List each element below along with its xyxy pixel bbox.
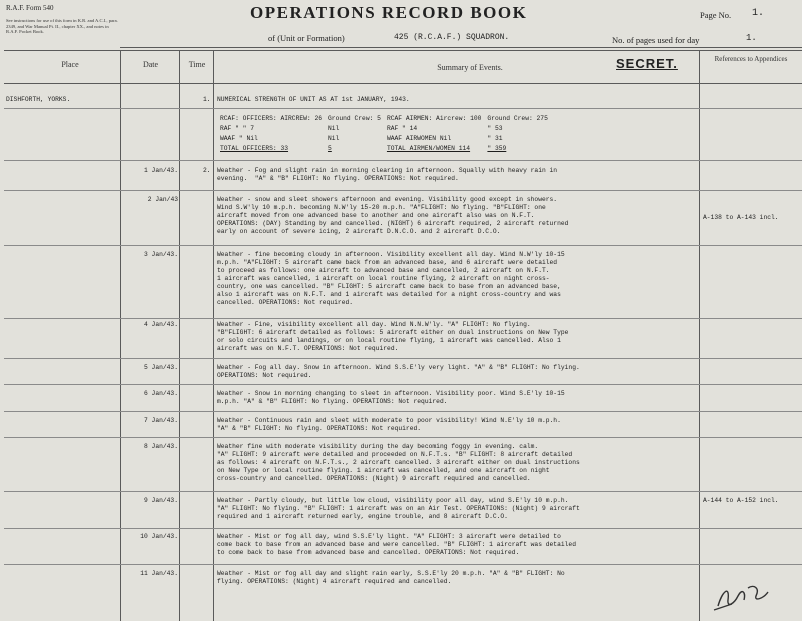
strength-title: NUMERICAL STRENGTH OF UNIT AS AT 1st JANUARY, 1943. xyxy=(217,96,410,103)
entry-date: 5 Jan/43. xyxy=(143,364,178,371)
table-header-rule xyxy=(4,83,802,84)
column-header-date: Date xyxy=(142,60,159,69)
strength-row xyxy=(217,123,551,133)
entry-text: Weather - Snow in morning changing to sleet in afternoon. Visibility poor. Wind S.E'ly 10-15 m.p.h. "A" & "B" FLIGHT: No flying. OPERATIONS: Not required. xyxy=(217,390,565,405)
entry-text: Weather - Fog all day. Snow in afternoon. Wind S.S.E'ly very light. "A" & "B" FLIGHT: No flying. OPERATIONS: Not required. xyxy=(217,364,580,379)
row-rule xyxy=(4,358,802,359)
row-rule xyxy=(4,411,802,412)
pages-used-value: 1. xyxy=(746,33,757,43)
page-no-label: Page No. xyxy=(700,10,732,20)
strength-cell: TOTAL AIRMEN/WOMEN 114 xyxy=(386,144,471,152)
entry-date: 11 Jan/43. xyxy=(140,570,178,577)
unit-value: 425 (R.C.A.F.) SQUADRON. xyxy=(394,33,510,42)
strength-cell: RCAF: OFFICERS: AIRCREW: 26 xyxy=(220,114,323,122)
column-header-references: References to Appendices xyxy=(714,55,788,63)
page-no-value: 1. xyxy=(752,8,765,19)
row-rule xyxy=(4,564,802,565)
entry-date: 9 Jan/43. xyxy=(143,497,178,504)
row-rule xyxy=(4,190,802,191)
entry-date: 6 Jan/43. xyxy=(143,390,178,397)
entry-date: 3 Jan/43. xyxy=(143,251,178,258)
strength-row xyxy=(217,133,551,143)
column-divider xyxy=(213,50,214,621)
form-instructions: See instructions for use of this form in K.R. and A.C.I., para. 2349, and War Manual Pt. II., chapter XX., and notes in R.A.F. Pocket Book. xyxy=(6,18,118,35)
row-rule xyxy=(4,245,802,246)
header-rule xyxy=(120,47,802,48)
row-rule xyxy=(4,318,802,319)
strength-cell: TOTAL OFFICERS: 33 xyxy=(220,144,289,152)
entry-time: 2. xyxy=(203,167,211,174)
entry-reference: A-144 to A-152 incl. xyxy=(703,497,779,504)
signature-mark xyxy=(708,574,778,614)
entry-date: 8 Jan/43. xyxy=(143,443,178,450)
entry-text: Weather - Mist or fog all day, wind S.S.E'ly light. "A" FLIGHT: 3 aircraft were detailed to come back to base from an advanced base and were cancelled. "B" FLIGHT: 1 aircraft was detailed to come back to base from advanced base and cancelled. OPERATIONS: Not required. xyxy=(217,533,576,556)
pages-used-label: No. of pages used for day xyxy=(612,35,700,45)
row-rule xyxy=(4,528,802,529)
strength-cell: Nil xyxy=(328,124,340,132)
page-title: OPERATIONS RECORD BOOK xyxy=(250,3,528,22)
table-top-rule xyxy=(4,50,802,51)
entry-text: Weather fine with moderate visibility during the day becoming foggy in evening. calm. "A" FLIGHT: 9 aircraft were detailed and proceeded on N.F.T.s. "B" FLIGHT: 8 aircraft detailed as follows: 4 aircraft on N.F.T.s., 2 aircraft cancelled. 3 aircraft either on dual instructions on New Type or local routine flying. 1 aircraft was cancelled, and one aircraft on night cross-country and cancelled. OPERATIONS: (Night) 9 aircraft required and cancelled. xyxy=(217,443,580,482)
strength-cell: RAF " " 7 xyxy=(220,124,255,132)
strength-time: 1. xyxy=(203,96,211,103)
strength-cell: " 359 xyxy=(487,144,507,152)
entry-text: Weather - snow and sleet showers afternoon and evening. Visibility good except in showers. Wind S.W'ly 10 m.p.h. becoming N.W'ly 15-20 m.p.h. "A"FLIGHT: No flying. "B"FLIGHT: one aircraft moved from one advanced base to another and one aircraft also was on N.F.T. OPERATIONS: (DAY) Standing by and cancelled. (NIGHT) 6 aircraft required, 2 aircraft returned early on account of severe icing, 2 aircraft D.N.C.O. and 2 aircraft D.C.O. xyxy=(217,196,569,235)
unit-label: of (Unit or Formation) xyxy=(268,33,345,43)
entry-date: 10 Jan/43. xyxy=(140,533,178,540)
strength-cell: RAF " 14 xyxy=(386,124,418,132)
entry-date: 4 Jan/43. xyxy=(143,321,178,328)
strength-row xyxy=(217,143,551,153)
strength-cell: Ground Crew: 5 xyxy=(328,114,381,122)
entry-text: Weather - fine becoming cloudy in afternoon. Visibility excellent all day. Wind N.W'ly 10-15 m.p.h. "A"FLIGHT: 5 aircraft came back from an advanced base, and 6 aircraft were detailed to proceed as follows: one aircraft to advanced base and cancelled, 2 aircraft on N.F.T. 1 aircraft was cancelled, 1 aircraft on local routine flying, 2 aircraft on night cross- country, one was cancelled. "B" FLIGHT: 5 aircraft came back to base from an advanced base, also 1 aircraft was on N.F.T. and 1 aircraft was detailed for a night cross-country and was cancelled. OPERATIONS: Not required. xyxy=(217,251,565,306)
entry-text: Weather - Mist or fog all day and slight rain early, S.S.E'ly 20 m.p.h. "A" & "B" FLIGHT: No flying. OPERATIONS: (Night) 4 aircraft required and cancelled. xyxy=(217,570,565,585)
entry-date: 2 Jan/43 xyxy=(147,196,178,203)
column-header-place: Place xyxy=(61,60,79,69)
strength-cell: WAAF AIRWOMEN Nil xyxy=(386,134,452,142)
strength-cell: Nil xyxy=(328,134,340,142)
row-rule xyxy=(4,491,802,492)
strength-cell: " 53 xyxy=(487,124,503,132)
entry-reference: A-138 to A-143 incl. xyxy=(703,214,779,221)
strength-row xyxy=(217,113,551,123)
row-rule xyxy=(4,437,802,438)
entry-text: Weather - Fine, visibility excellent all day. Wind N.N.W'ly. "A" FLIGHT: No flying. "B"FLIGHT: 6 aircraft detailed as follows: 5 aircraft either on dual instructions on New Type or solo circuits and landings, or on local routine flying, 1 aircraft was cancelled. Also 1 aircraft was on N.F.T. OPERATIONS: Not required. xyxy=(217,321,569,352)
column-divider xyxy=(179,50,180,621)
entry-text: Weather - Fog and slight rain in morning clearing in afternoon. Squally with heavy rain in evening. "A" & "B" FLIGHT: No flying. OPERATIONS: Not required. xyxy=(217,167,558,182)
strength-cell: RCAF AIRMEN: Aircrew: 100 xyxy=(386,114,482,122)
row-rule xyxy=(4,108,802,109)
entry-date: 7 Jan/43. xyxy=(143,417,178,424)
place-value: DISHFORTH, YORKS. xyxy=(6,96,71,103)
form-id: R.A.F. Form 540 xyxy=(6,4,54,12)
strength-table xyxy=(217,113,551,153)
strength-cell: Ground Crew: 275 xyxy=(487,114,548,122)
strength-cell: WAAF " Nil xyxy=(220,134,258,142)
strength-cell: " 31 xyxy=(487,134,503,142)
column-header-time: Time xyxy=(188,60,206,69)
classification-stamp: SECRET. xyxy=(616,56,678,71)
row-rule xyxy=(4,384,802,385)
column-divider xyxy=(699,50,700,621)
entry-date: 1 Jan/43. xyxy=(143,167,178,174)
strength-cell: 5 xyxy=(328,144,332,152)
entry-text: Weather - Partly cloudy, but little low cloud, visibility poor all day, wind S.E'ly 10 m.p.h. "A" FLIGHT: No flying. "B" FLIGHT: 1 aircraft was on an Air Test. OPERATIONS: (Night) 9 aircraft required and 1 aircraft returned early, engine trouble, and 8 aircraft D.C.O. xyxy=(217,497,580,520)
row-rule xyxy=(4,160,802,161)
column-header-summary: Summary of Events. xyxy=(437,63,503,72)
entry-text: Weather - Continuous rain and sleet with moderate to poor visibility! Wind N.E'ly 10 m.p.h. "A" & "B" FLIGHT: No flying. OPERATIONS: Not required. xyxy=(217,417,561,432)
